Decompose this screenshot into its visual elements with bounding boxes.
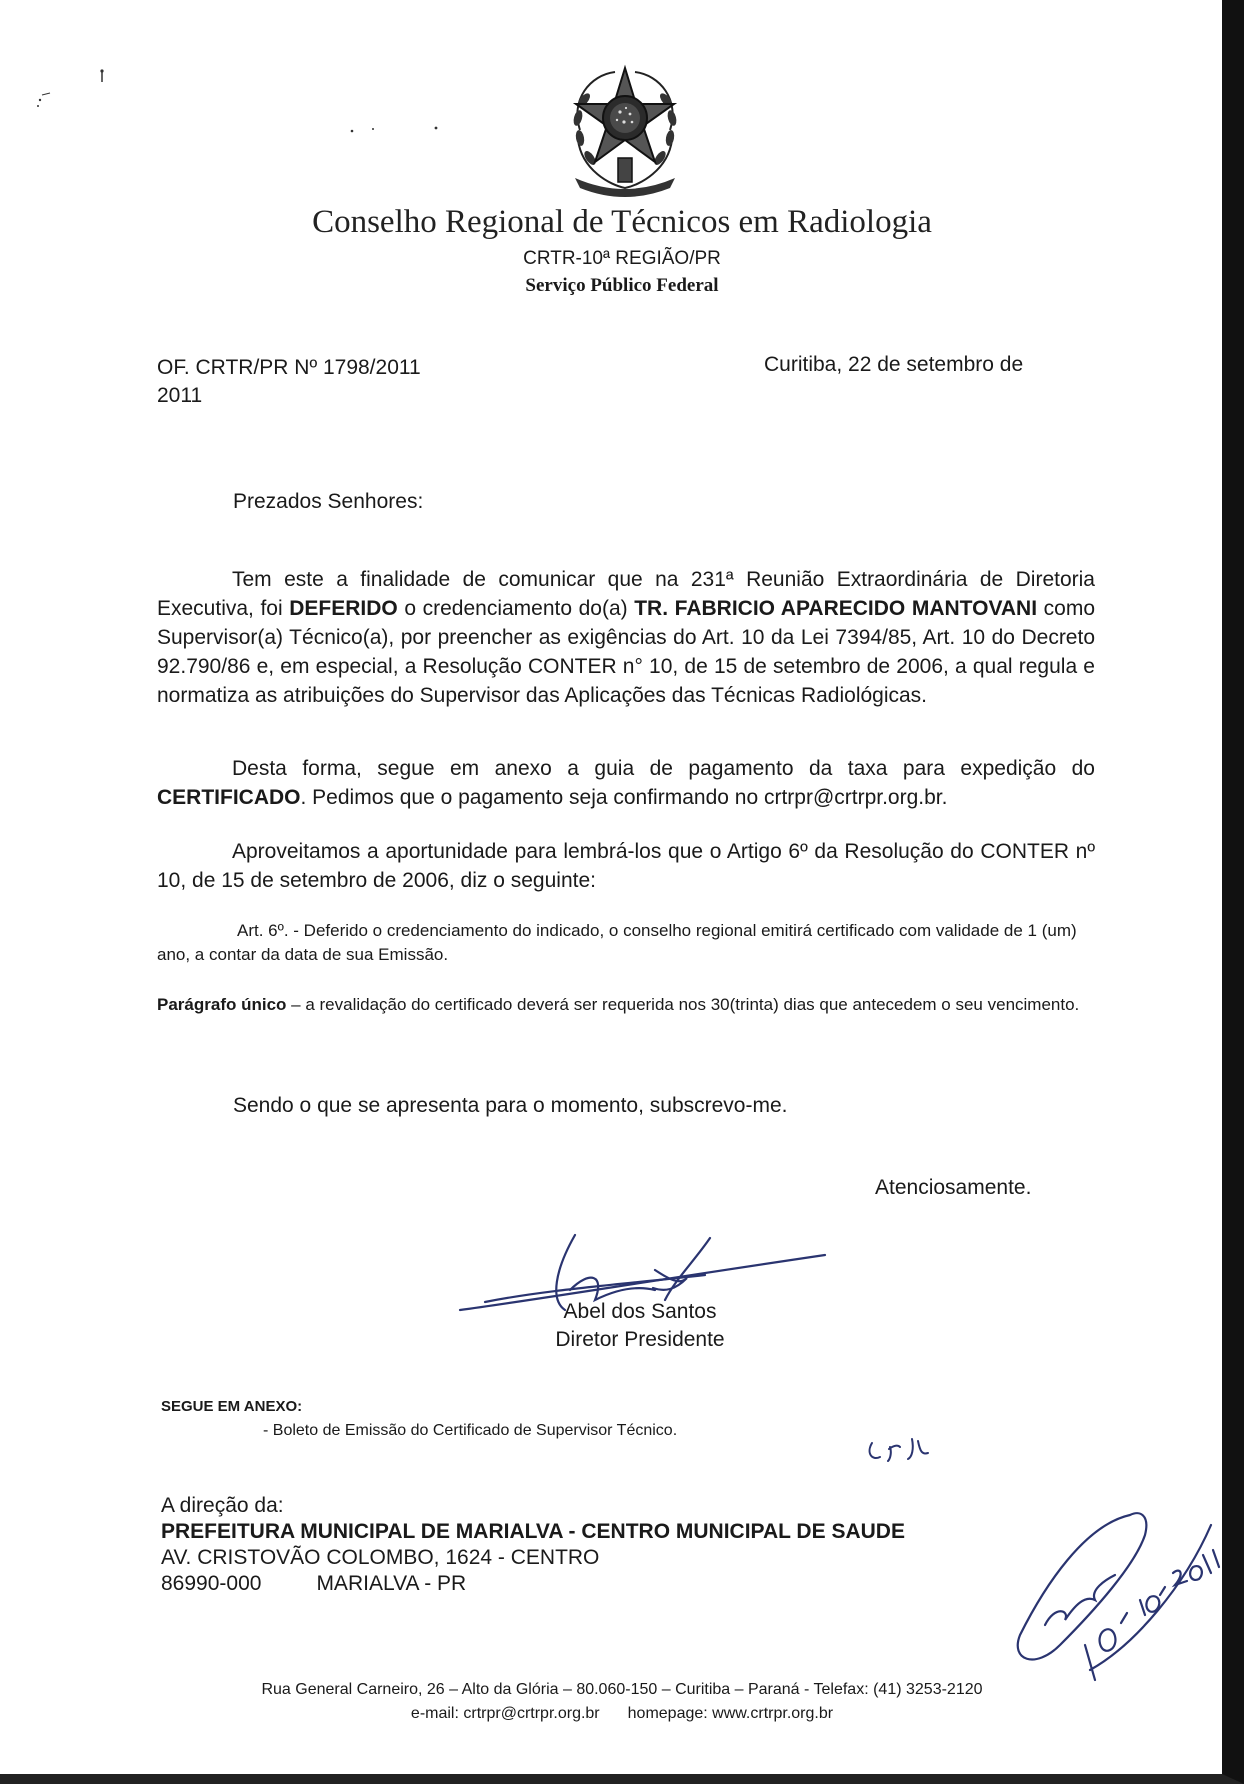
article-6-text: Art. 6º. - Deferido o credenciamento do indicado, o conselho regional emitirá certificado com validade de 1 (um) ano, a contar da data de sua Emissão. <box>157 921 1077 964</box>
signatory-name: Abel dos Santos <box>563 1300 717 1323</box>
deferido-label: DEFERIDO <box>289 597 398 620</box>
paragraph-reminder <box>157 837 1095 895</box>
paragraph-credential <box>157 565 1095 710</box>
paragrafo-unico <box>157 993 1097 1017</box>
signatory <box>530 1298 750 1354</box>
reference-year: 2011 <box>157 384 203 407</box>
org-region: CRTR-10ª REGIÃO/PR <box>523 248 721 269</box>
org-service: Serviço Público Federal <box>525 275 719 296</box>
regards: Atenciosamente. <box>875 1176 1032 1199</box>
supervisor-name: TR. FABRICIO APARECIDO MANTOVANI <box>634 597 1038 620</box>
annex-heading: SEGUE EM ANEXO: <box>161 1398 303 1415</box>
p2-text-b: . Pedimos que o pagamento seja confirmando no crtrpr@crtrpr.org.br. <box>300 786 948 809</box>
p1-text-b: o credenciamento do(a) <box>397 597 635 620</box>
certificado-label: CERTIFICADO <box>157 786 301 809</box>
greeting: Prezados Senhores: <box>233 490 424 513</box>
recipient-org: PREFEITURA MUNICIPAL DE MARIALVA - CENTRO MUNICIPAL DE SAUDE <box>161 1520 905 1543</box>
paragraph-payment <box>157 754 1095 812</box>
recipient-cep: 86990-000 <box>161 1572 262 1595</box>
handwritten-initials <box>862 1425 942 1465</box>
signatory-title: Diretor Presidente <box>555 1328 725 1351</box>
p2-text-a: Desta forma, segue em anexo a guia de pagamento da taxa para expedição do <box>232 757 1095 780</box>
recipient-to-label: A direção da: <box>161 1494 284 1517</box>
recipient-street: AV. CRISTOVÃO COLOMBO, 1624 - CENTRO <box>161 1546 600 1569</box>
reference-number: OF. CRTR/PR Nº 1798/2011 <box>157 356 421 379</box>
paragrafo-label: Parágrafo único <box>157 995 287 1014</box>
handwritten-received-stamp <box>1015 1495 1225 1685</box>
annex-item: - Boleto de Emissão do Certificado de Supervisor Técnico. <box>263 1422 678 1439</box>
article-6-quote <box>157 919 1097 967</box>
p3-text: Aproveitamos a aportunidade para lembrá-los que o Artigo 6º da Resolução do CONTER nº 10, de 15 de setembro de 2006, diz o seguinte: <box>157 840 1095 892</box>
p1-text-c: como Supervisor(a) Técnico(a), por preencher as exigências do Art. 10 da Lei 7394/85, Art. 10 do Decreto 92.790/86 e, em especial, a Resolução CONTER n° 10, de 15 de setembro de 2006, a qual regula e normatiza as atribuições do Supervisor das Aplicações das Técnicas Radiológicas. <box>157 597 1096 707</box>
p1-text-a: Tem este a finalidade de comunicar que na 231ª Reunião Extraordinária de Diretoria Executiva, foi <box>157 568 1095 620</box>
org-name: Conselho Regional de Técnicos em Radiologia <box>312 204 932 240</box>
coat-of-arms-icon <box>560 60 690 200</box>
paragrafo-text: – a revalidação do certificado deverá ser requerida nos 30(trinta) dias que antecedem o seu vencimento. <box>286 995 1080 1014</box>
letter-date: Curitiba, 22 de setembro de <box>764 353 1024 376</box>
scan-specks <box>30 60 450 150</box>
closing-sentence: Sendo o que se apresenta para o momento, subscrevo-me. <box>233 1094 788 1117</box>
footer-email: e-mail: crtrpr@crtrpr.org.br <box>410 1705 600 1722</box>
footer-address: Rua General Carneiro, 26 – Alto da Glória – 80.060-150 – Curitiba – Paraná - Telefax: (41) 3253-2120 <box>261 1681 983 1698</box>
recipient-city: MARIALVA - PR <box>316 1572 467 1595</box>
footer-homepage: homepage: www.crtrpr.org.br <box>627 1705 834 1722</box>
footer <box>0 1678 1244 1726</box>
recipient-address <box>161 1493 905 1597</box>
